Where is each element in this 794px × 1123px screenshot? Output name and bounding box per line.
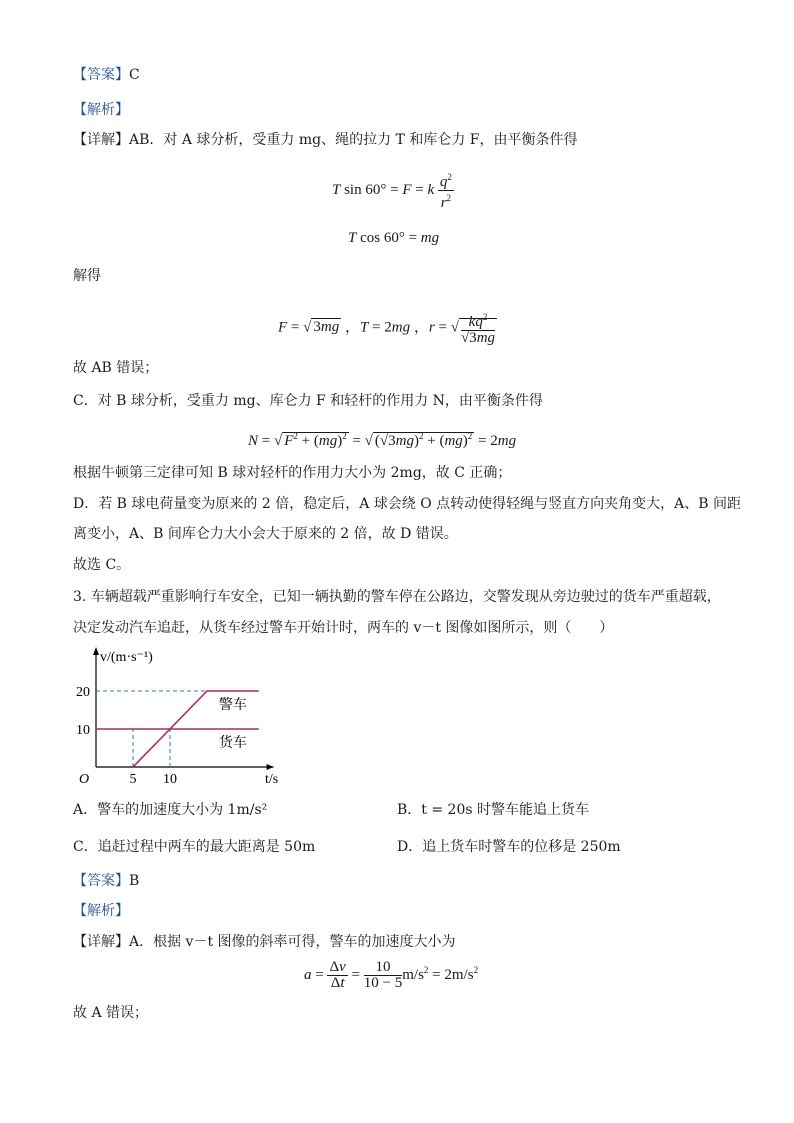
equation-1: T sin 60° = F = k $\frac{q^2}{r^2}$ [332, 172, 452, 211]
detail-1-paragraph-5: D．若 B 球电荷量变为原来的 2 倍，稳定后，A 球会绕 O 点转动使得轻绳与竖直方向夹角变大，A、B 间距 [73, 496, 742, 512]
origin-label: O [78, 772, 90, 785]
equation-3: F = √ 3mg ，T = 2mg ，r = √ $\frac{kq^2}{√3mg}$ [278, 312, 496, 346]
answer-value-2: B [129, 873, 140, 889]
option-a[interactable]: A．警车的加速度大小为 1m/s² [73, 802, 268, 818]
x-axis-arrow [267, 764, 274, 770]
answer-line-1 [73, 65, 140, 85]
detail-1-paragraph-4: 根据牛顿第三定律可知 B 球对轻杆的作用力大小为 2mg，故 C 正确； [73, 465, 512, 481]
y-axis-label: v/(m·s⁻¹) [100, 650, 153, 665]
detail-1-paragraph-7: 故选 C。 [73, 557, 131, 573]
equation-4: N = √ $F^2 + (mg)^2$ = √ $(√3mg)^2 + (mg)^2 = 2mg$ [248, 431, 517, 449]
vt-graph [70, 645, 290, 785]
detail-2-paragraph-2: 故 A 错误； [73, 1005, 149, 1021]
detail-1-paragraph-1: 【详解】AB．对 A 球分析，受重力 mg、绳的拉力 T 和库仑力 F，由平衡条件得 [73, 132, 578, 148]
option-d[interactable]: D．追上货车时警车的位移是 250m [397, 839, 621, 855]
series-label-truck: 货车 [218, 736, 247, 751]
answer-tag-2: 【答案】 [73, 873, 129, 889]
series-label-police: 警车 [218, 698, 247, 713]
analysis-heading-2: 【解析】 [73, 903, 129, 919]
answer-tag: 【答案】 [73, 67, 129, 83]
detail-1-paragraph-6: 离变小，A、B 间库仑力大小会大于原来的 2 倍，故 D 错误。 [73, 526, 458, 542]
y-tick-20: 20 [76, 685, 90, 700]
equation-5: a = $\frac{\Delta v}{\Delta t}$ = $\frac{10}{10 - 5}$ $m/s^2 = 2m/s^2$ [304, 959, 479, 992]
x-tick-10: 10 [163, 772, 177, 785]
x-tick-5: 5 [129, 772, 137, 785]
x-axis-label: t/s [264, 772, 279, 785]
equation-2: T cos 60° = mg [348, 230, 440, 246]
answer-line-2 [73, 871, 139, 891]
y-tick-10: 10 [76, 723, 90, 738]
detail-1-paragraph-3: C．对 B 球分析，受重力 mg、库仑力 F 和轻杆的作用力 N，由平衡条件得 [73, 393, 543, 409]
y-axis-arrow [93, 647, 99, 655]
answer-value: C [129, 67, 140, 83]
question-3-line-2: 决定发动汽车追赶，从货车经过警车开始计时，两车的 v－t 图像如图所示，则（ ） [73, 620, 614, 636]
solve-label: 解得 [73, 268, 101, 284]
question-3-line-1: 3. 车辆超载严重影响行车安全，已知一辆执勤的警车停在公路边，交警发现从旁边驶过的货车严重超载， [73, 589, 721, 605]
detail-2-paragraph-1: 【详解】A．根据 v－t 图像的斜率可得，警车的加速度大小为 [73, 934, 456, 950]
option-b[interactable]: B．t = 20s 时警车能追上货车 [397, 802, 589, 818]
analysis-heading-1: 【解析】 [73, 102, 129, 118]
detail-1-paragraph-2: 故 AB 错误； [73, 360, 159, 376]
option-c[interactable]: C．追赶过程中两车的最大距离是 50m [73, 839, 316, 855]
